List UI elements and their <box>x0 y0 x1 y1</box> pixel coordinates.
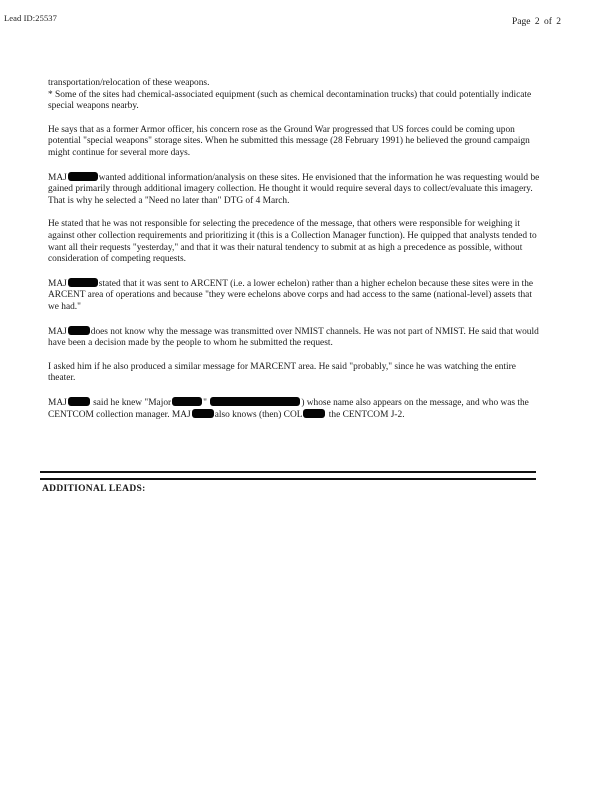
redaction-block <box>192 409 214 418</box>
paragraph-text: I asked him if he also produced a similar message for MARCENT area. He said "probably," since he was watching the entire theater. <box>48 361 516 384</box>
document-body <box>48 78 540 434</box>
paragraph-text: the CENTCOM J-2. <box>328 410 405 421</box>
paragraph-text: He says that as a former Armor officer, his concern rose as the Ground War progressed that US forces could be coming upon potential "special weapons" storage sites. When he submitted this message (28 February 1991) he believed the ground campaign might continue for several more days. <box>48 124 530 158</box>
page-label: Page <box>512 17 531 27</box>
paragraph-text: does not know why the message was transmitted over NMIST channels. He was not part of NMIST. He said that would have been a decision made by the people to whom he submitted the request. <box>48 326 539 349</box>
redaction-block <box>210 397 300 406</box>
paragraph-centcom <box>48 397 540 422</box>
redaction-block <box>68 326 90 335</box>
paragraph-text: said he knew "Major <box>93 397 172 408</box>
additional-leads-heading: ADDITIONAL LEADS: <box>42 484 146 494</box>
page-number <box>512 17 561 27</box>
page-of: of <box>543 17 552 27</box>
rank-prefix: MAJ <box>48 172 67 183</box>
paragraph-arcent <box>48 278 540 314</box>
rank-prefix: MAJ <box>48 278 67 289</box>
rank-prefix: MAJ <box>48 326 67 337</box>
redaction-block <box>68 278 98 287</box>
paragraph-text: also knows (then) COL <box>214 410 303 421</box>
redaction-block <box>68 172 98 181</box>
paragraph-additional-info <box>48 172 540 208</box>
paragraph-text: wanted additional information/analysis on these sites. He envisioned that the information he was requesting would be gained primarily through additional imagery collection. He thought it would require several days to collect/evaluate this imagery. That is why he selected a "Need no later than" DTG of 4 March. <box>48 172 540 206</box>
paragraph-nmist <box>48 326 540 350</box>
paragraph-text: transportation/relocation of these weapons. <box>48 78 210 88</box>
paragraph-weapons-sites <box>48 78 540 113</box>
paragraph-text: " <box>203 397 207 408</box>
paragraph-armor-officer <box>48 125 540 160</box>
paragraph-marcent <box>48 362 540 385</box>
lead-id: Lead ID:25537 <box>4 13 57 23</box>
paragraph-precedence <box>48 219 540 265</box>
page-total: 2 <box>556 17 562 27</box>
redaction-block <box>172 397 202 406</box>
paragraph-text: He stated that he was not responsible for selecting the precedence of the message, that others were responsible for weighing it against other collection requirements and prioritizing it (this is a Collection Manager function). He quipped that analysts tended to want all their requests "yesterday," and that it was their natural tendency to submit at as high a precedence as possible, without consideration of competing requests. <box>48 219 537 265</box>
rank-prefix: MAJ <box>48 397 67 408</box>
divider-line <box>40 471 536 473</box>
page-current: 2 <box>534 17 540 27</box>
divider-line <box>40 478 536 480</box>
paragraph-text: stated that it was sent to ARCENT (i.e. a lower echelon) rather than a higher echelon because these sites were in the ARCENT area of operations and because "they were echelons above corps and had access to the same (national-level) assets that we had." <box>48 278 534 312</box>
redaction-block <box>68 397 90 406</box>
redaction-block <box>303 409 325 418</box>
paragraph-text: ) whose name also appears on the message, and who was the CENTCOM collection manager. MAJ <box>48 397 529 421</box>
paragraph-text: * Some of the sites had chemical-associated equipment (such as chemical decontamination trucks) that could potentially indicate special weapons nearby. <box>48 89 532 112</box>
